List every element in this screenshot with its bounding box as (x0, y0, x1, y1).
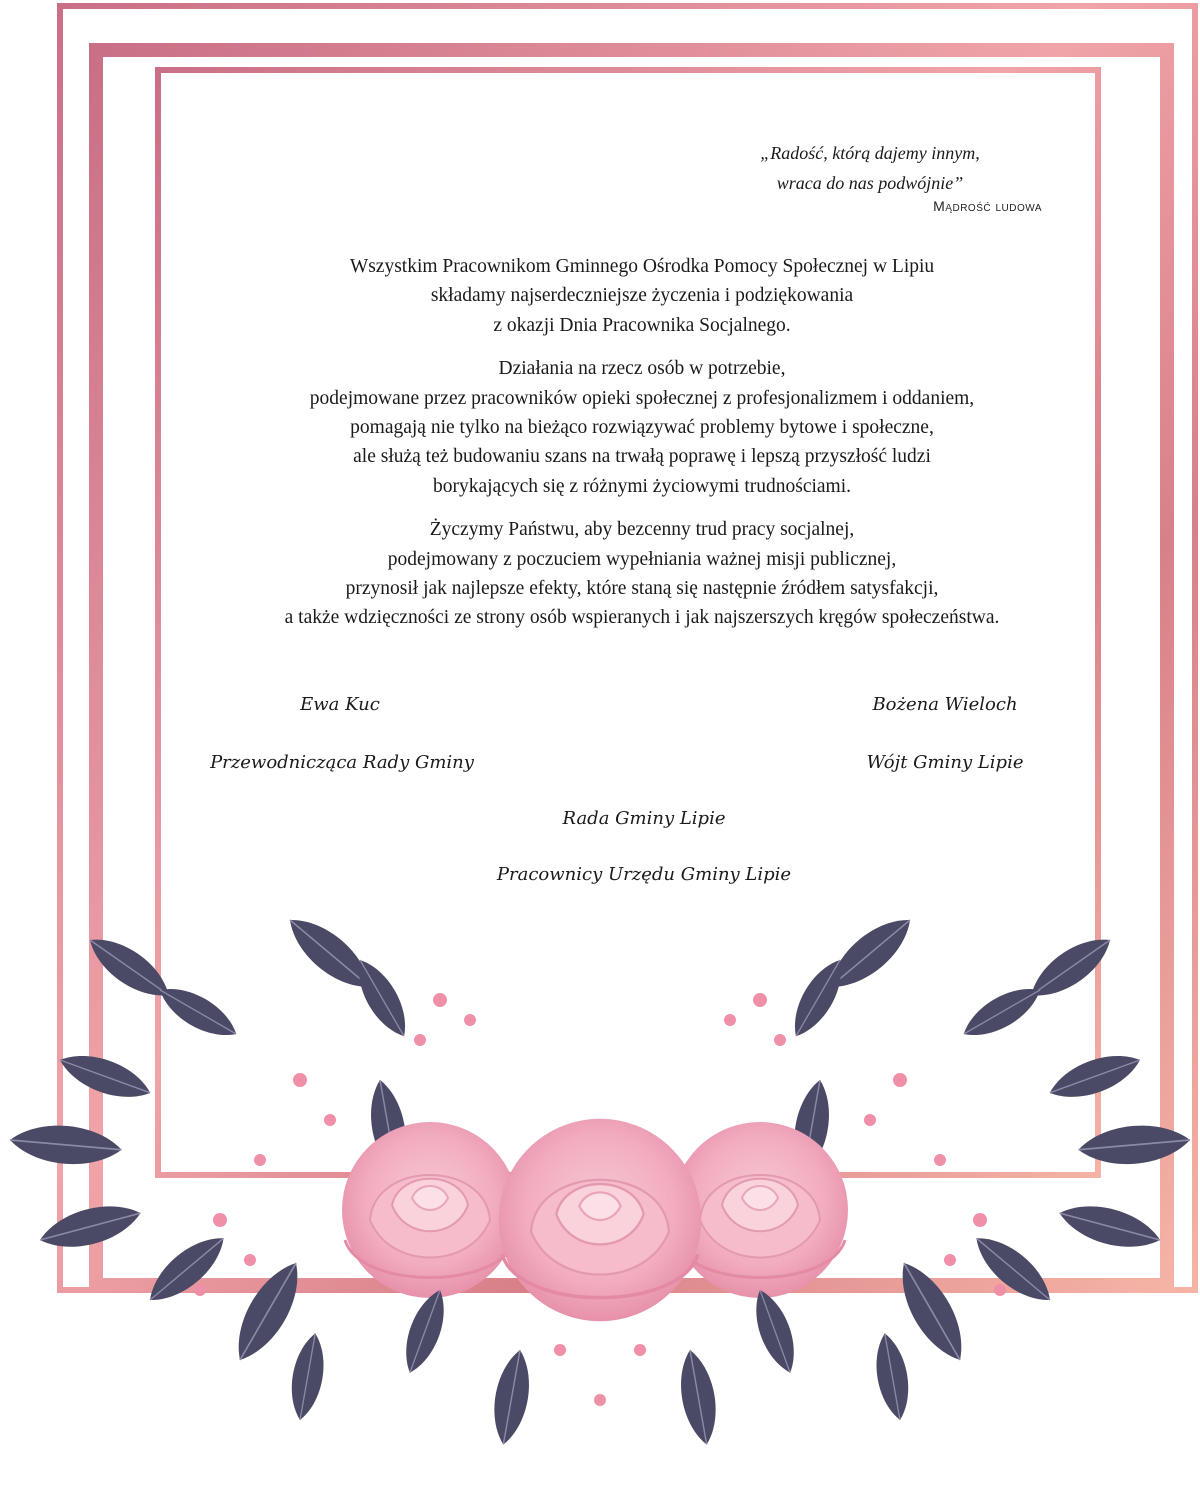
text-line: ale służą też budowaniu szans na trwałą poprawę i lepszą przyszłość ludzi (353, 446, 931, 468)
rose-center-icon (499, 1119, 701, 1321)
paragraph-2 (200, 354, 1084, 501)
floral-bouquet-illustration (0, 880, 1200, 1500)
text-line: Wszystkim Pracownikom Gminnego Ośrodka Pomocy Społecznej w Lipiu (349, 256, 935, 277)
paragraph-1 (200, 252, 1084, 340)
text-line: borykających się z różnymi życiowymi trudnościami. (432, 475, 852, 497)
text-line: przynosił jak najlepsze efekty, które staną się następnie źródłem satysfakcji, (345, 578, 939, 600)
quote-source: Mądrość ludowa (933, 198, 1042, 214)
text-line: z okazji Dnia Pracownika Socjalnego. (493, 314, 791, 336)
signature-left-name: Ewa Kuc (300, 694, 380, 715)
paragraph-3 (200, 515, 1084, 633)
text-line: Życzymy Państwu, aby bezcenny trud pracy socjalnej, (429, 519, 855, 541)
signature-right-title: Wójt Gminy Lipie (866, 752, 1024, 773)
quote-line-2: wraca do nas podwójnie” (776, 173, 964, 193)
text-line: składamy najserdeczniejsze życzenia i podziękowania (430, 285, 854, 307)
rose-left-icon (342, 1122, 518, 1298)
leaves-right-icon (783, 907, 1192, 1423)
quote-line-1: „Radość, którą dajemy innym, (760, 143, 980, 163)
text-line: a także wdzięczności ze strony osób wspieranych i jak najszerszych kręgów społeczeństwa. (284, 607, 1000, 629)
greeting-body (200, 252, 1084, 647)
signature-office-staff: Pracownicy Urzędu Gminy Lipie (496, 864, 792, 885)
signature-right-name: Bożena Wieloch (872, 694, 1018, 715)
text-line: pomagają nie tylko na bieżąco rozwiązywać problemy bytowe i społeczne, (350, 417, 934, 439)
text-line: podejmowany z poczuciem wypełniania ważnej misji publicznej, (387, 548, 897, 570)
text-line: Działania na rzecz osób w potrzebie, (498, 358, 786, 380)
signature-left-title: Przewodnicząca Rady Gminy (210, 752, 474, 773)
text-line: podejmowane przez pracowników opieki społecznej z profesjonalizmem i oddaniem, (309, 387, 975, 409)
signature-council: Rada Gminy Lipie (562, 808, 726, 829)
motto-quote (700, 138, 1040, 198)
